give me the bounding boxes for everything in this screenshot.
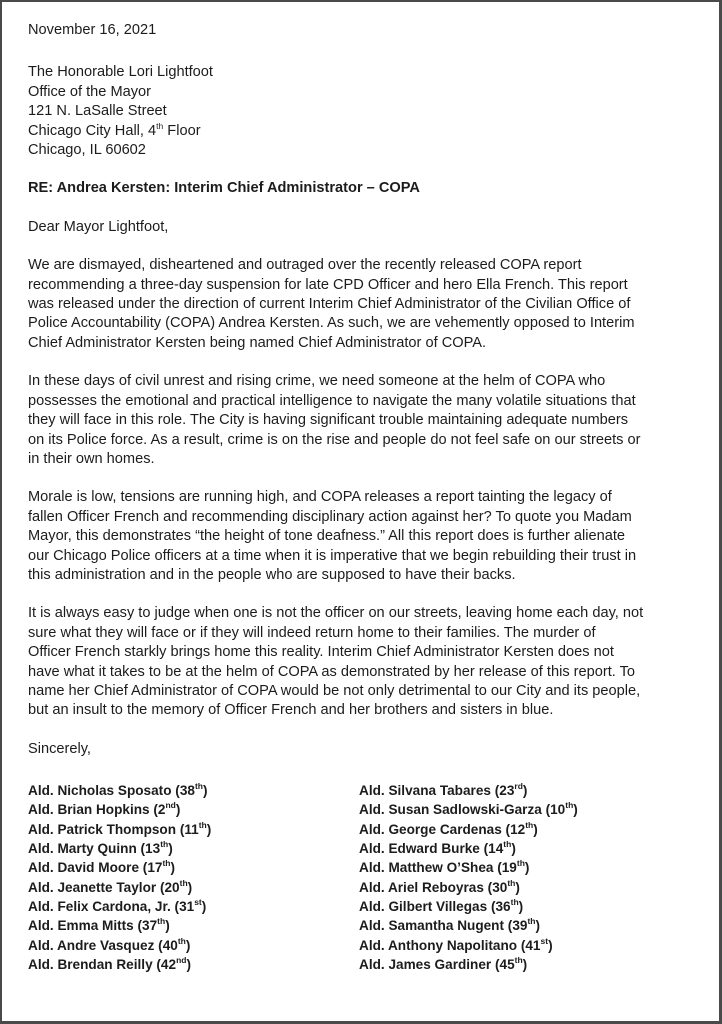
signatory	[28, 858, 359, 877]
signatory-name: Ald. Emma Mitts (37	[28, 918, 158, 934]
signatory	[359, 839, 699, 858]
signatory	[28, 936, 359, 955]
ordinal-suffix: nd	[176, 954, 187, 965]
signatory-name: Ald. Susan Sadlowski-Garza (10	[359, 802, 566, 818]
body-paragraph	[28, 256, 699, 353]
signatory-name: Ald. Edward Burke (14	[359, 841, 504, 857]
signatory-name: Ald. Felix Cardona, Jr. (31	[28, 898, 195, 914]
ordinal-suffix: th	[565, 800, 574, 811]
signatory	[359, 781, 699, 800]
ward-close-paren: )	[185, 937, 191, 953]
subject-line: RE: Andrea Kersten: Interim Chief Administrator – COPA	[28, 180, 420, 197]
address-line: Chicago, IL 60602	[28, 142, 146, 159]
signatory	[359, 820, 699, 839]
ordinal-suffix: st	[194, 896, 202, 907]
address-line-text: Floor	[163, 122, 201, 139]
paragraph-line: on its Police force. As a result, crime is on the rise and people do not feel safe on our streets or	[28, 431, 641, 448]
ordinal-suffix: th	[156, 120, 164, 131]
ward-close-paren: )	[518, 898, 524, 914]
paragraph-line: recommending a three-day suspension for late CPD Officer and hero Ella French. This report	[28, 276, 628, 293]
paragraph-line: name her Chief Administrator of COPA would be not only detrimental to our City and its people,	[28, 682, 641, 699]
signatory-name: Ald. Samantha Nugent (39	[359, 918, 528, 934]
ordinal-suffix: th	[198, 819, 207, 830]
paragraph-line: have what it takes to be at the helm of COPA as demonstrated by her release of this report. To	[28, 663, 636, 680]
ordinal-suffix: th	[160, 839, 169, 850]
paragraph-line: Chief Administrator Kersten being named Chief Administrator of COPA.	[28, 334, 487, 351]
signatory	[359, 955, 699, 974]
ordinal-suffix: th	[525, 819, 534, 830]
ordinal-suffix: th	[179, 877, 188, 888]
ward-close-paren: )	[186, 956, 191, 972]
ward-close-paren: )	[202, 783, 208, 799]
paragraph-line: our Chicago Police officers at a time when it is imperative that we begin rebuilding their trust in	[28, 547, 637, 564]
signatory	[28, 800, 359, 819]
signatory	[28, 820, 359, 839]
body-paragraph	[28, 488, 699, 585]
address-line	[28, 122, 699, 141]
signatory	[359, 878, 699, 897]
signatories-left-column	[28, 781, 359, 974]
ward-close-paren: )	[201, 898, 207, 914]
ordinal-suffix: rd	[514, 781, 523, 792]
signatory	[359, 916, 699, 935]
ordinal-suffix: th	[194, 781, 203, 792]
signatory-name: Ald. Anthony Napolitano (41	[359, 937, 541, 953]
letter-date: November 16, 2021	[28, 22, 157, 38]
signatory	[359, 936, 699, 955]
signatory-name: Ald. Marty Quinn (13	[28, 841, 161, 857]
signatory-name: Ald. Brian Hopkins (2	[28, 802, 166, 818]
body-paragraph	[28, 604, 699, 720]
signatory-name: Ald. Andre Vasquez (40	[28, 937, 178, 953]
signatory	[28, 897, 359, 916]
paragraph-line: sure what they will face or if they will indeed return home to their families. The murder of	[28, 624, 596, 641]
ordinal-suffix: th	[507, 877, 516, 888]
signatories	[28, 781, 699, 974]
ordinal-suffix: th	[162, 858, 171, 869]
signatory-name: Ald. Silvana Tabares (23	[359, 783, 515, 799]
signatory	[359, 800, 699, 819]
signatory-name: Ald. David Moore (17	[28, 860, 163, 876]
ward-close-paren: )	[533, 821, 538, 837]
address-line: The Honorable Lori Lightfoot	[28, 64, 213, 81]
ordinal-suffix: th	[527, 916, 536, 927]
ward-close-paren: )	[511, 841, 516, 857]
paragraph-line: this administration and in the people who are supposed to have their backs.	[28, 566, 516, 583]
paragraph-line: but an insult to the memory of Officer French and her brothers and sisters in blue.	[28, 702, 554, 719]
salutation: Dear Mayor Lightfoot,	[28, 218, 169, 235]
address-line: 121 N. LaSalle Street	[28, 103, 167, 120]
signatory-name: Ald. James Gardiner (45	[359, 956, 515, 972]
paragraph-line: Morale is low, tensions are running high, and COPA releases a report tainting the legacy of	[28, 489, 612, 506]
paragraph-line: In these days of civil unrest and rising crime, we need someone at the helm of COPA who	[28, 373, 606, 390]
signatory-name: Ald. Gilbert Villegas (36	[359, 898, 511, 914]
ordinal-suffix: th	[177, 935, 186, 946]
closing: Sincerely,	[28, 740, 91, 757]
paragraph-line: fallen Officer French and recommending disciplinary action against her? To quote you Madam	[28, 508, 632, 525]
signatory	[28, 955, 359, 974]
ward-close-paren: )	[515, 879, 520, 895]
signatory-name: Ald. George Cardenas (12	[359, 821, 526, 837]
ordinal-suffix: th	[516, 858, 525, 869]
signatory	[359, 858, 699, 877]
body-paragraph	[28, 372, 699, 469]
ordinal-suffix: nd	[165, 800, 176, 811]
signatory	[28, 878, 359, 897]
paragraph-line: We are dismayed, disheartened and outraged over the recently released COPA report	[28, 257, 582, 274]
ordinal-suffix: th	[157, 916, 166, 927]
paragraph-line: in their own homes.	[28, 450, 155, 467]
paragraph-line: possesses the emotional and practical intelligence to navigate the many volatile situations that	[28, 392, 636, 409]
signatory-name: Ald. Brendan Reilly (42	[28, 956, 177, 972]
paragraph-line: was released under the direction of current Interim Chief Administrator of the Civilian Office of	[28, 296, 631, 313]
ward-close-paren: )	[522, 956, 528, 972]
signatories-right-column	[359, 781, 699, 974]
signatory-name: Ald. Jeanette Taylor (20	[28, 879, 180, 895]
signatory-name: Ald. Ariel Reboyras (30	[359, 879, 508, 895]
address-line: Office of the Mayor	[28, 83, 152, 100]
ward-close-paren: )	[175, 802, 181, 818]
paragraph-line: Officer French starkly brings home this reality. Interim Chief Administrator Kersten does not	[28, 644, 614, 661]
ward-close-paren: )	[165, 918, 170, 934]
ward-close-paren: )	[168, 841, 173, 857]
signatory	[359, 897, 699, 916]
ordinal-suffix: th	[514, 954, 523, 965]
paragraph-line: they will face in this role. The City is having significant trouble maintaining adequate numbers	[28, 412, 629, 429]
ordinal-suffix: th	[510, 896, 519, 907]
signatory-name: Ald. Matthew O’Shea (19	[359, 860, 517, 876]
signatory	[28, 781, 359, 800]
paragraph-line: It is always easy to judge when one is not the officer on our streets, leaving home each day, not	[28, 605, 644, 622]
letter-body	[28, 256, 699, 721]
signatory	[28, 916, 359, 935]
ward-close-paren: )	[206, 821, 212, 837]
ordinal-suffix: th	[503, 839, 512, 850]
ward-close-paren: )	[187, 879, 193, 895]
ward-close-paren: )	[573, 802, 578, 818]
ward-close-paren: )	[524, 860, 530, 876]
recipient-address	[28, 63, 699, 160]
signatory-name: Ald. Patrick Thompson (11	[28, 821, 199, 837]
ordinal-suffix: st	[540, 935, 549, 946]
paragraph-line: Mayor, this demonstrates “the height of tone deafness.” All this report does is further alienate	[28, 528, 626, 545]
paragraph-line: Police Accountability (COPA) Andrea Kersten. As such, we are vehemently opposed to Interim	[28, 315, 635, 332]
ward-close-paren: )	[548, 937, 553, 953]
ward-close-paren: )	[170, 860, 176, 876]
signatory-name: Ald. Nicholas Sposato (38	[28, 783, 195, 799]
signatory	[28, 839, 359, 858]
ward-close-paren: )	[535, 918, 540, 934]
ward-close-paren: )	[522, 783, 528, 799]
address-line-text: Chicago City Hall, 4	[28, 122, 157, 139]
